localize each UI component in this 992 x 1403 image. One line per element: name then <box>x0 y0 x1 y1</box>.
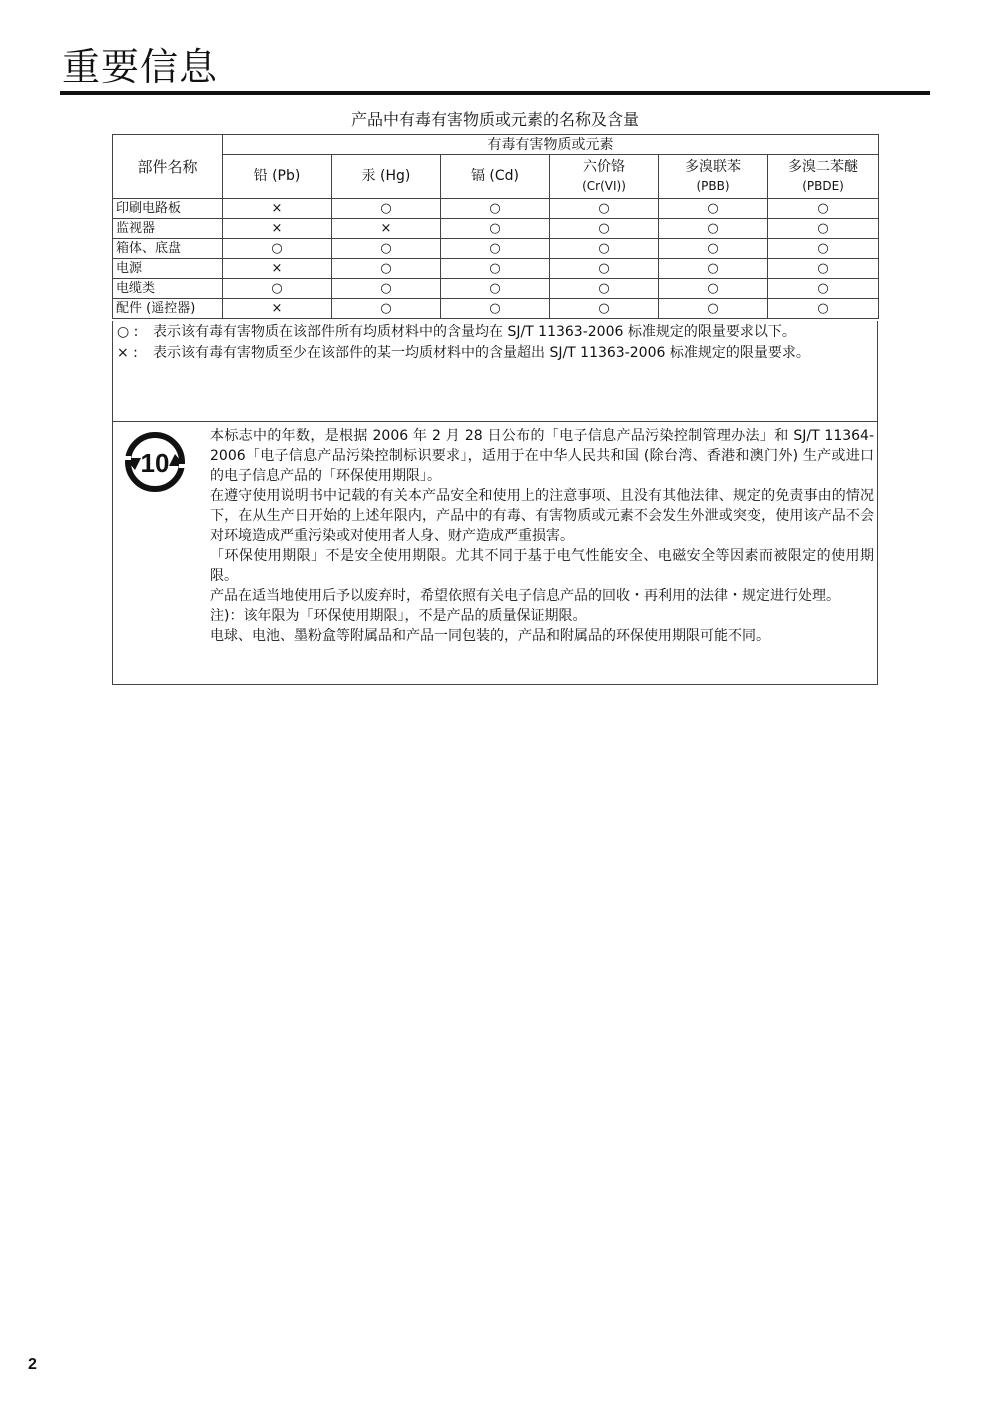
substance-mark-cell: × <box>223 299 332 319</box>
substance-mark-cell: ○ <box>441 279 550 299</box>
substance-mark-cell: ○ <box>550 299 659 319</box>
substance-mark-cell: ○ <box>441 239 550 259</box>
substance-mark-cell: ○ <box>332 239 441 259</box>
table-row <box>113 259 879 279</box>
part-name-cell: 印刷电路板 <box>113 199 223 219</box>
legend-symbol: × : <box>117 345 138 361</box>
eco-text <box>210 426 874 646</box>
substance-column-header <box>659 155 768 199</box>
substance-column-header <box>550 155 659 199</box>
substance-mark-cell: ○ <box>223 239 332 259</box>
table-caption: 产品中有毒有害物质或元素的名称及含量 <box>350 110 639 129</box>
part-name-cell: 配件 (遥控器) <box>113 299 223 319</box>
table-row <box>113 279 879 299</box>
table-row <box>113 239 879 259</box>
substance-mark-cell: ○ <box>550 199 659 219</box>
substance-group-header: 有毒有害物质或元素 <box>223 135 879 155</box>
substance-mark-cell: ○ <box>768 259 879 279</box>
part-name-cell: 电缆类 <box>113 279 223 299</box>
substance-mark-cell: × <box>223 259 332 279</box>
substance-name: 多溴二苯醚 <box>788 159 859 175</box>
substance-mark-cell: ○ <box>550 259 659 279</box>
substance-mark-cell: × <box>332 219 441 239</box>
substance-mark-cell: ○ <box>659 219 768 239</box>
eco-paragraph: 注)：该年限为「环保使用期限」，不是产品的质量保证期限。 <box>210 608 587 624</box>
substance-mark-cell: ○ <box>441 219 550 239</box>
substance-mark-cell: ○ <box>768 299 879 319</box>
substance-mark-cell: ○ <box>441 259 550 279</box>
substance-column-header <box>223 155 332 199</box>
substance-name: 汞 (Hg) <box>361 168 411 184</box>
substance-column-header <box>332 155 441 199</box>
part-name-cell: 箱体、底盘 <box>113 239 223 259</box>
substance-name: 多溴联苯 <box>685 159 741 175</box>
table-row <box>113 199 879 219</box>
hazardous-substance-table <box>112 134 879 319</box>
substance-mark-cell: ○ <box>768 219 879 239</box>
substance-mark-cell: ○ <box>768 239 879 259</box>
environmental-protection-period-section <box>112 421 878 685</box>
legend-notes <box>112 321 878 422</box>
table-row <box>113 299 879 319</box>
substance-mark-cell: ○ <box>659 259 768 279</box>
substance-name: 镉 (Cd) <box>470 168 520 184</box>
part-name-header: 部件名称 <box>113 135 223 199</box>
substance-column-header <box>768 155 879 199</box>
eco-paragraph: 在遵守使用说明书中记载的有关本产品安全和使用上的注意事项、且没有其他法律、规定的免责事由的情况下，在从生产日开始的上述年限内，产品中的有毒、有害物质或元素不会发生外泄或突变，使用该产品不会对环境造成严重污染或对使用者人身、财产造成严重损害。 <box>210 488 874 544</box>
substance-mark-cell: ○ <box>332 199 441 219</box>
eco-paragraph: 产品在适当地使用后予以废弃时，希望依照有关电子信息产品的回收・再利用的法律・规定进行处理。 <box>210 588 840 604</box>
eco-paragraph: 电球、电池、墨粉盒等附属品和产品一同包装的，产品和附属品的环保使用期限可能不同。 <box>210 628 770 644</box>
substance-mark-cell: ○ <box>659 199 768 219</box>
legend-text: 表示该有毒有害物质至少在该部件的某一均质材料中的含量超出 SJ/T 11363-2006 标准规定的限量要求。 <box>153 345 810 361</box>
legend-note <box>113 322 877 342</box>
substance-mark-cell: ○ <box>332 279 441 299</box>
substance-mark-cell: ○ <box>659 299 768 319</box>
substance-mark-cell: ○ <box>223 279 332 299</box>
eco-paragraph: 「环保使用期限」不是安全使用期限。尤其不同于基于电气性能安全、电磁安全等因素而被限定的使用期限。 <box>210 548 874 584</box>
substance-formula: (PBB) <box>696 179 730 193</box>
part-name-cell: 监视器 <box>113 219 223 239</box>
legend-text: 表示该有毒有害物质在该部件所有均质材料中的含量均在 SJ/T 11363-2006 标准规定的限量要求以下。 <box>153 324 796 340</box>
substance-name: 六价铬 <box>583 159 625 175</box>
substance-mark-cell: ○ <box>332 299 441 319</box>
substance-column-header <box>441 155 550 199</box>
recycling-period-10-icon <box>121 428 189 496</box>
table-row <box>113 219 879 239</box>
substance-mark-cell: ○ <box>441 199 550 219</box>
substance-mark-cell: ○ <box>659 279 768 299</box>
substance-mark-cell: ○ <box>550 279 659 299</box>
substance-mark-cell: × <box>223 219 332 239</box>
substance-name: 铅 (Pb) <box>253 168 301 184</box>
logo-number: 10 <box>140 448 170 478</box>
substance-mark-cell: ○ <box>332 259 441 279</box>
substance-mark-cell: × <box>223 199 332 219</box>
page-number: 2 <box>28 1356 37 1373</box>
part-name-cell: 电源 <box>113 259 223 279</box>
substance-mark-cell: ○ <box>550 239 659 259</box>
legend-note <box>113 343 877 363</box>
substance-mark-cell: ○ <box>768 199 879 219</box>
page-title: 重要信息 <box>62 45 219 89</box>
eco-paragraph: 本标志中的年数，是根据 2006 年 2 月 28 日公布的「电子信息产品污染控制管理办法」和 SJ/T 11364-2006「电子信息产品污染控制标识要求」，适用于在中华人民共和国 (除台湾、香港和澳门外) 生产或进口的电子信息产品的「环保使用期限」。 <box>210 428 874 484</box>
substance-mark-cell: ○ <box>659 239 768 259</box>
substance-mark-cell: ○ <box>441 299 550 319</box>
substance-formula: (PBDE) <box>802 179 844 193</box>
title-rule <box>60 91 930 95</box>
substance-mark-cell: ○ <box>768 279 879 299</box>
substance-mark-cell: ○ <box>550 219 659 239</box>
legend-symbol: ○ : <box>117 324 139 340</box>
substance-formula: (Cr(VI)) <box>582 179 626 193</box>
